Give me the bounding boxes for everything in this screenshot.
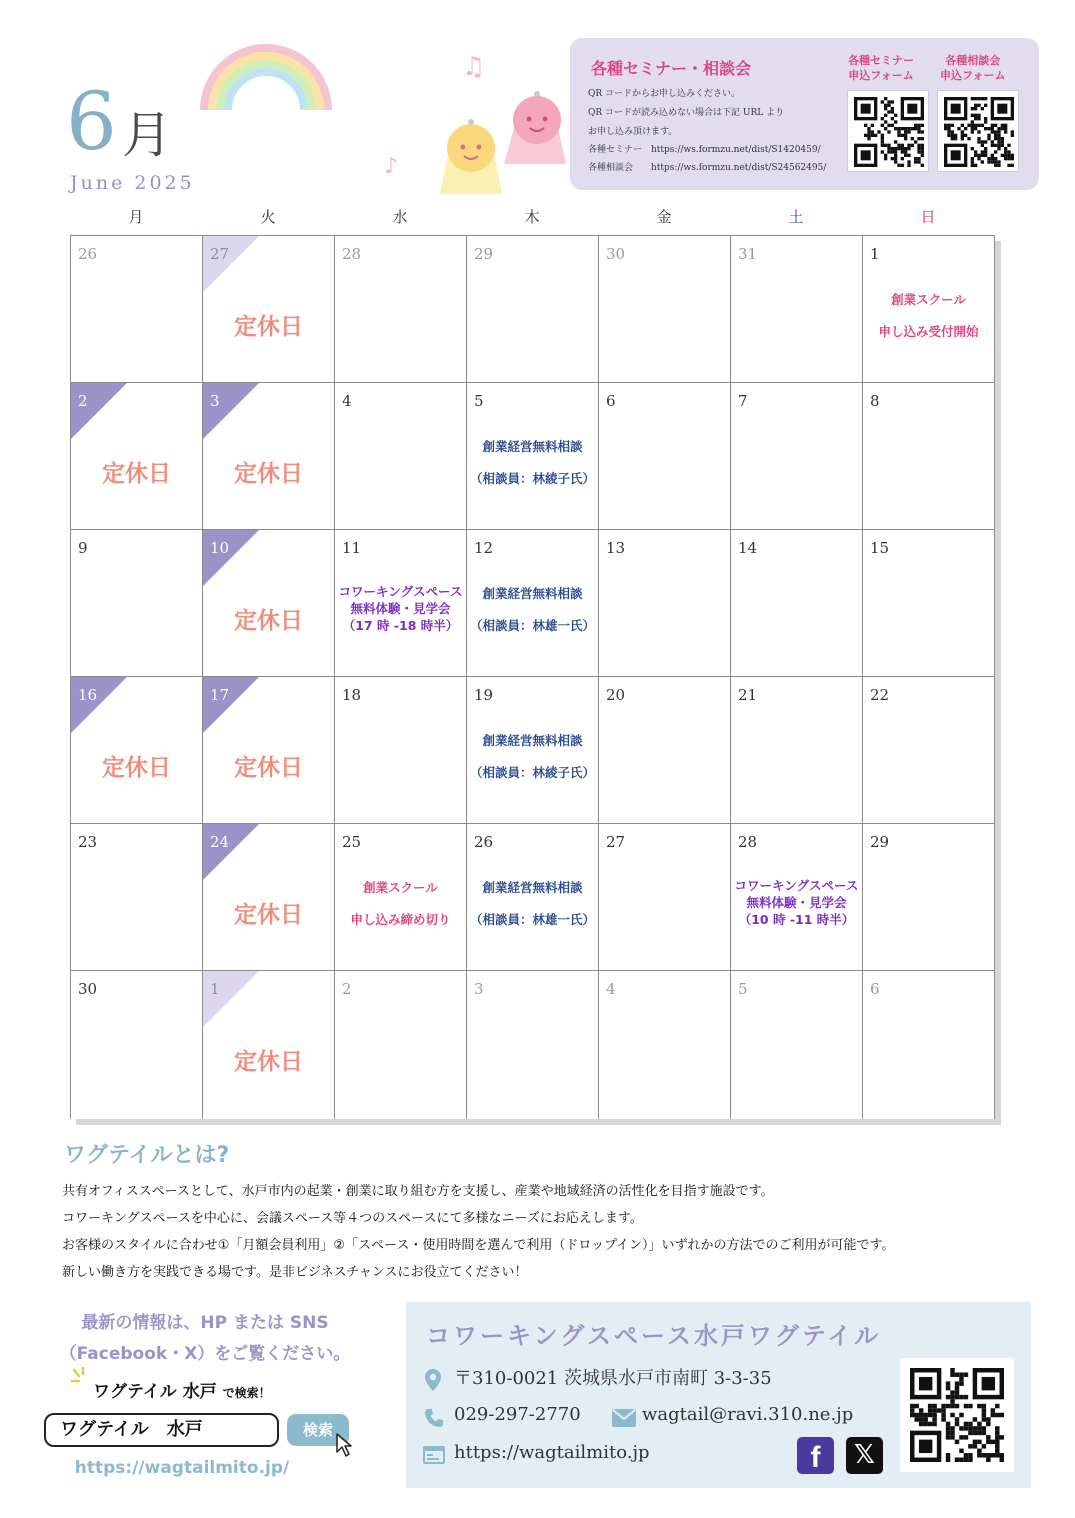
seminar-text: QR コードが読み込めない場合は下記 URL より [588, 108, 785, 118]
website-link[interactable]: https://wagtailmito.jp/ [74, 1458, 290, 1478]
day-number: 6 [870, 980, 880, 998]
calendar-day-cell [71, 236, 203, 383]
calendar-day-cell [599, 677, 731, 824]
music-note-icon: ♫ [462, 52, 486, 82]
calendar-day-cell [863, 383, 994, 530]
weekday-label-sunday: 日 [920, 208, 936, 226]
cursor-icon [335, 1432, 353, 1458]
calendar-event [863, 292, 994, 356]
about-text: 共有オフィススペースとして、水戸市内の起業・創業に取り組む方を支援し、産業や地域経済の活性化を目指す施設です。 [62, 1184, 774, 1199]
weekday-label: 月 [128, 208, 144, 226]
weekday-label: 木 [524, 208, 540, 226]
calendar-day-cell [203, 236, 335, 383]
month-kanji: 月 [122, 106, 172, 164]
calendar-day-cell [731, 971, 863, 1119]
calendar-day-cell [731, 236, 863, 383]
calendar-day-cell [203, 971, 335, 1119]
calendar-event [467, 586, 598, 650]
closed-day-label: 定休日 [102, 755, 171, 781]
day-number: 9 [78, 539, 88, 557]
calendar-day-cell [731, 383, 863, 530]
calendar-day-cell [467, 530, 599, 677]
event-text: 創業スクール [363, 880, 438, 895]
calendar-day-cell [335, 530, 467, 677]
day-number: 18 [342, 686, 362, 704]
qr-consult-caption: 各種相談会 申込フォーム [940, 54, 1006, 82]
search-button[interactable]: 検索 [287, 1414, 349, 1446]
day-number: 27 [210, 245, 230, 263]
day-number: 8 [870, 392, 880, 410]
day-number: 5 [474, 392, 484, 410]
day-number: 4 [606, 980, 616, 998]
closed-day-label: 定休日 [234, 1049, 303, 1075]
music-note-icon: ♪ [384, 154, 399, 179]
day-number: 11 [342, 539, 362, 557]
day-number: 7 [738, 392, 748, 410]
day-number: 19 [474, 686, 494, 704]
day-number: 4 [342, 392, 352, 410]
calendar-day-cell [863, 824, 994, 971]
calendar-day-cell [863, 971, 994, 1119]
calendar-day-cell [71, 530, 203, 677]
qr-code-seminar[interactable] [847, 90, 929, 172]
day-number: 21 [738, 686, 758, 704]
day-number: 3 [474, 980, 484, 998]
weekday-label-saturday: 土 [788, 208, 804, 226]
about-text: コワーキングスペースを中心に、会議スペース等４つのスペースにて多様なニーズにお応えします。 [62, 1211, 643, 1226]
calendar-day-cell [203, 824, 335, 971]
day-number: 14 [738, 539, 758, 557]
calendar-day-cell [731, 824, 863, 971]
search-input[interactable]: ワグテイル 水戸 [44, 1413, 279, 1447]
sns-notice: （Facebook・X）をご覧ください。 [59, 1344, 351, 1364]
day-number: 6 [606, 392, 616, 410]
event-text: （相談員：林綾子氏） [469, 764, 595, 780]
weekday-label: 金 [656, 208, 672, 226]
day-number: 29 [474, 245, 494, 263]
about-title: ワグテイルとは? [64, 1143, 230, 1168]
calendar-day-cell [863, 530, 994, 677]
event-text: 創業経営無料相談 [482, 880, 583, 895]
day-number: 20 [606, 686, 626, 704]
closed-day-label: 定休日 [102, 461, 171, 487]
event-text: 申し込み締め切り [350, 911, 451, 927]
sns-notice: 最新の情報は、HP または SNS [81, 1313, 329, 1333]
rainbow-icon [196, 40, 336, 112]
seminar-info-box [570, 38, 1039, 190]
calendar-event [467, 733, 598, 797]
phone-icon [424, 1408, 444, 1428]
mail-icon [612, 1409, 636, 1427]
facebook-icon[interactable]: f [797, 1437, 834, 1474]
browser-icon [423, 1446, 445, 1464]
day-number: 26 [78, 245, 98, 263]
closed-day-label: 定休日 [234, 314, 303, 340]
calendar-day-cell [335, 383, 467, 530]
day-number: 22 [870, 686, 890, 704]
calendar-day-cell [863, 236, 994, 383]
calendar-day-cell [203, 530, 335, 677]
calendar-day-cell [599, 383, 731, 530]
calendar-day-cell [71, 971, 203, 1119]
closed-day-label: 定休日 [234, 461, 303, 487]
event-text: コワーキングスペース [734, 878, 859, 893]
calendar-day-cell [467, 677, 599, 824]
phone-number[interactable]: 029-297-2770 [454, 1404, 581, 1425]
seminar-text: お申し込み頂けます。 [588, 127, 678, 137]
day-number: 10 [210, 539, 230, 557]
event-text: コワーキングスペース [338, 584, 463, 599]
day-number: 23 [78, 833, 98, 851]
event-text: 無料体験・見学会 [350, 600, 451, 616]
event-text: （17 時 -18 時半） [342, 617, 459, 633]
day-number: 30 [78, 980, 98, 998]
day-number: 27 [606, 833, 626, 851]
calendar-day-cell [335, 677, 467, 824]
day-number: 17 [210, 686, 230, 704]
day-number: 25 [342, 833, 362, 851]
qr-seminar-caption: 各種セミナー 申込フォーム [848, 54, 914, 82]
seminar-url-link[interactable]: 各種セミナー https://ws.formzu.net/dist/S1420459/ [588, 145, 821, 155]
map-pin-icon [424, 1368, 442, 1392]
seminar-title: 各種セミナー・相談会 [591, 59, 752, 78]
seminar-text: QR コードからお申し込みください。 [588, 89, 741, 99]
calendar-day-cell [467, 971, 599, 1119]
weekday-label: 水 [392, 208, 408, 226]
day-number: 26 [474, 833, 494, 851]
calendar-day-cell [467, 824, 599, 971]
event-text: 創業スクール [891, 292, 966, 307]
day-number: 12 [474, 539, 494, 557]
calendar-day-cell [71, 677, 203, 824]
calendar-day-cell [863, 677, 994, 824]
weekday-label: 火 [260, 208, 276, 226]
qr-code-consult[interactable] [937, 90, 1019, 172]
day-number: 29 [870, 833, 890, 851]
calendar-day-cell [599, 824, 731, 971]
calendar-event [467, 880, 598, 944]
month-number: 6 [66, 75, 117, 168]
qr-code-website[interactable] [900, 1358, 1014, 1472]
day-number: 5 [738, 980, 748, 998]
day-number: 3 [210, 392, 220, 410]
about-text: お客様のスタイルに合わせ①「月額会員利用」②「スペース・使用時間を選んで利用（ドロップイン）」いずれかの方法でのご利用が可能です。 [62, 1238, 895, 1253]
day-number: 13 [606, 539, 626, 557]
day-number: 28 [342, 245, 362, 263]
calendar-day-cell [203, 677, 335, 824]
weekday-header [70, 206, 994, 228]
email-address[interactable]: wagtail@ravi.310.ne.jp [642, 1404, 854, 1425]
calendar-event [335, 584, 466, 635]
day-number: 30 [606, 245, 626, 263]
calendar-day-cell [71, 824, 203, 971]
event-text: （10 時 -11 時半） [738, 911, 855, 927]
event-text: 創業経営無料相談 [482, 586, 583, 601]
event-text: 創業経営無料相談 [482, 733, 583, 748]
day-number: 16 [78, 686, 98, 704]
teru-teru-bozu-icon [504, 84, 570, 170]
calendar-day-cell [71, 383, 203, 530]
sparkle-icon [70, 1366, 92, 1388]
calendar-event [335, 880, 466, 944]
day-number: 15 [870, 539, 890, 557]
month-english: June 2025 [70, 172, 195, 194]
event-text: （相談員：林雄一氏） [469, 911, 595, 927]
x-icon[interactable]: 𝕏 [846, 1437, 883, 1474]
day-number: 31 [738, 245, 758, 263]
day-number: 1 [210, 980, 220, 998]
website-url[interactable]: https://wagtailmito.jp [454, 1442, 650, 1463]
calendar-day-cell [335, 971, 467, 1119]
calendar-grid [70, 235, 995, 1119]
day-number: 1 [870, 245, 880, 263]
day-number: 2 [78, 392, 88, 410]
calendar-day-cell [599, 236, 731, 383]
search-hint: ワグテイル 水戸 で検索！ [93, 1382, 271, 1402]
event-text: 無料体験・見学会 [746, 894, 847, 910]
calendar-day-cell [599, 971, 731, 1119]
calendar-day-cell [599, 530, 731, 677]
closed-day-label: 定休日 [234, 755, 303, 781]
day-number: 24 [210, 833, 230, 851]
calendar-day-cell [335, 236, 467, 383]
calendar-day-cell [203, 383, 335, 530]
teru-teru-bozu-icon [438, 112, 504, 198]
event-text: 創業経営無料相談 [482, 439, 583, 454]
day-number: 2 [342, 980, 352, 998]
calendar-day-cell [731, 530, 863, 677]
event-text: （相談員：林綾子氏） [469, 470, 595, 486]
calendar-day-cell [731, 677, 863, 824]
event-text: （相談員：林雄一氏） [469, 617, 595, 633]
day-number: 28 [738, 833, 758, 851]
calendar-event [731, 878, 862, 929]
about-text: 新しい働き方を実践できる場です。是非ビジネスチャンスにお役立てください！ [62, 1265, 528, 1280]
facility-name: コワーキングスペース水戸ワグテイル [426, 1321, 882, 1350]
calendar-event [467, 439, 598, 503]
consult-url-link[interactable]: 各種相談会 https://ws.formzu.net/dist/S24562495/ [588, 163, 827, 173]
calendar-day-cell [335, 824, 467, 971]
contact-info-box [406, 1302, 1031, 1488]
address: 〒310-0021 茨城県水戸市南町 3-3-35 [454, 1368, 772, 1389]
event-text: 申し込み受付開始 [878, 323, 979, 339]
closed-day-label: 定休日 [234, 608, 303, 634]
calendar-day-cell [467, 383, 599, 530]
calendar-day-cell [467, 236, 599, 383]
closed-day-label: 定休日 [234, 902, 303, 928]
